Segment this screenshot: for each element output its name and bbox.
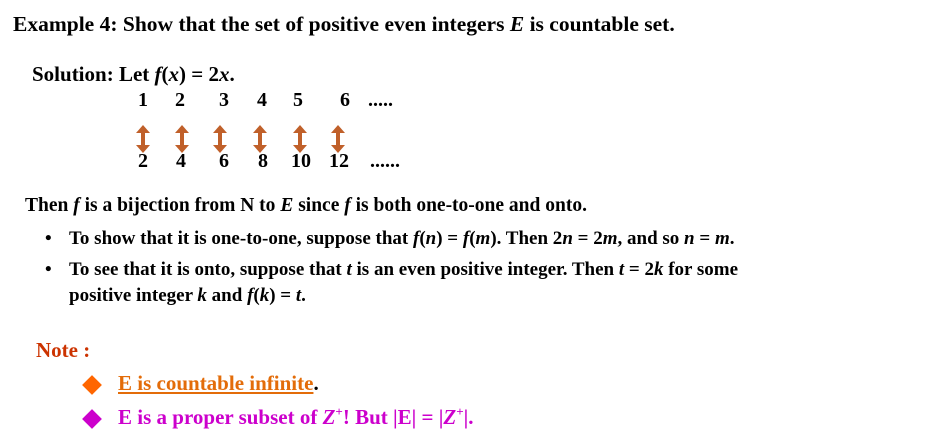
var-x: x [218,62,230,86]
countable-infinite-link: E is countable infinite [118,371,314,395]
superscript-plus: + [335,404,343,419]
var-n: n [425,228,437,249]
text: ! But |E| = | [342,405,444,429]
bottom-number: 4 [176,150,186,172]
note-line-proper-subset [118,404,474,430]
top-number: 6 [340,89,350,111]
func-f: f [344,195,351,216]
period: . [229,62,235,86]
text: is a bijection from N to [79,195,281,216]
bullet-onto [45,259,738,281]
equals-2: ) = 2 [179,62,219,86]
func-f: f [73,195,80,216]
text: for some [663,259,739,280]
var-k: k [197,285,207,306]
text: = [694,228,715,249]
bullet-dot: • [45,228,52,249]
top-ellipsis: ..... [368,89,393,111]
solution-line [32,62,235,87]
bottom-number: 10 [291,150,311,172]
bottom-number: 12 [329,150,349,172]
bijection-statement [25,195,587,217]
solution-label: Solution: Let [32,62,155,86]
top-number: 3 [219,89,229,111]
title-text: Example 4: Show that the set of positive even integers [13,12,510,36]
bullet-dot: • [45,259,52,280]
set-e: E [280,195,294,216]
text: ) = [436,228,463,249]
text: , and so [617,228,685,249]
set-z: Z [443,405,457,429]
top-number: 2 [175,89,185,111]
text: To show that it is one-to-one, suppose that [69,228,413,249]
diamond-bullet-icon [82,375,102,395]
text: |. [463,405,474,429]
text: Then [25,195,74,216]
func-f: f [462,228,470,249]
text: positive integer [69,285,198,306]
text: is both one-to-one and onto. [350,195,587,216]
bullet-onto-continued [69,285,306,307]
var-t: t [346,259,352,280]
note-line-countable [118,371,319,396]
var-m: m [475,228,491,249]
text: E is a proper subset of [118,405,323,429]
text: . [729,228,735,249]
var-k: k [259,285,270,306]
var-n: n [562,228,573,249]
text: is an even positive integer. Then [351,259,619,280]
var-n: n [684,228,695,249]
text: ( [469,228,476,249]
text: . [301,285,306,306]
top-number: 5 [293,89,303,111]
top-number: 4 [257,89,267,111]
bottom-ellipsis: ...... [370,150,400,172]
text: ( [419,228,426,249]
func-f: f [413,228,420,249]
bottom-number: 6 [219,150,229,172]
bullet-one-to-one [45,228,734,250]
text: ) = [269,285,296,306]
superscript-plus: + [456,404,464,419]
example-title [13,12,675,37]
text: = 2 [572,228,603,249]
func-f: f [247,285,254,306]
top-number: 1 [138,89,148,111]
text: = 2 [624,259,654,280]
bottom-number: 8 [258,150,268,172]
text: and [206,285,248,306]
var-m: m [714,228,730,249]
note-heading: Note : [36,338,91,362]
text: since [293,195,345,216]
var-t: t [618,259,625,280]
text: ( [253,285,260,306]
set-z: Z [322,405,336,429]
paren: ( [161,62,169,86]
title-suffix: is countable set. [524,12,675,36]
var-t: t [295,285,302,306]
var-k: k [653,259,664,280]
bottom-number: 2 [138,150,148,172]
title-set-var: E [509,12,525,36]
period: . [313,371,319,395]
text: To see that it is onto, suppose that [69,259,347,280]
text: ). Then 2 [490,228,563,249]
var-m: m [602,228,618,249]
diamond-bullet-icon [82,409,102,429]
var-x: x [168,62,180,86]
func-f: f [154,62,162,86]
